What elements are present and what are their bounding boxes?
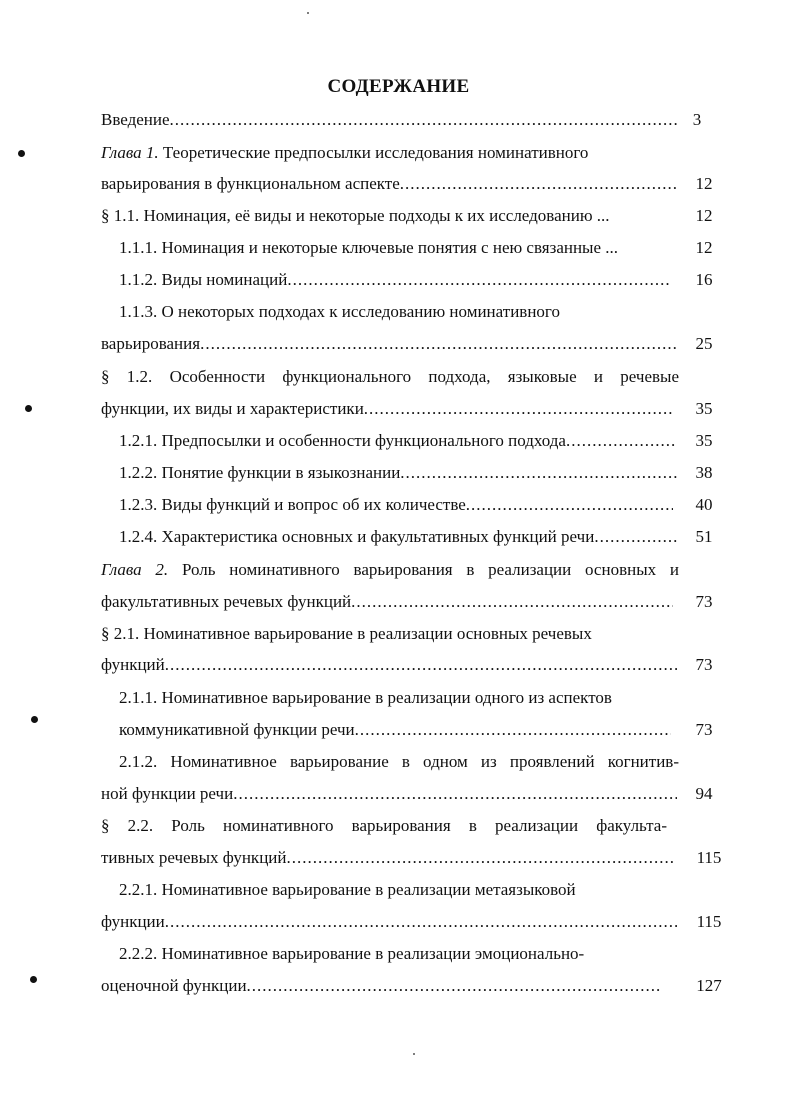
scan-speck	[307, 12, 309, 14]
toc-entry-section-2-2-cont	[101, 846, 673, 870]
dot-leader	[247, 974, 661, 998]
toc-entry-1-2-4	[119, 525, 679, 549]
dot-leader	[400, 172, 679, 196]
toc-entry-label: варьирования в функциональном аспекте	[101, 174, 400, 193]
punch-hole-mark	[31, 716, 38, 723]
toc-entry-chapter-2-cont	[101, 590, 673, 614]
toc-page-number: 51	[695, 527, 713, 546]
toc-entry-2-1-2: 2.1.2. Номинативное варьирование в одном из проявлений когнитив-	[119, 752, 679, 771]
toc-page-number: 12	[695, 238, 713, 257]
toc-entry-section-1-1: § 1.1. Номинация, её виды и некоторые подходы к их исследованию ...	[101, 206, 610, 225]
dot-leader	[287, 268, 671, 292]
scan-speck	[413, 1053, 415, 1055]
dot-leader	[400, 461, 677, 485]
toc-page-number: 94	[695, 784, 713, 803]
page-title: СОДЕРЖАНИЕ	[327, 76, 470, 97]
toc-page-number: 115	[696, 848, 722, 867]
toc-entry-1-1-1: 1.1.1. Номинация и некоторые ключевые понятия с нею связанные ...	[119, 238, 619, 257]
punch-hole-mark	[18, 150, 25, 157]
toc-entry-1-1-2	[119, 268, 671, 292]
dot-leader	[351, 590, 673, 614]
toc-entry-label: 1.2.3. Виды функций и вопрос об их количестве	[119, 495, 466, 514]
toc-page-number: 127	[696, 976, 722, 995]
chapter-prefix: Глава 1.	[101, 143, 159, 162]
toc-entry-2-2-1-cont	[101, 910, 677, 934]
toc-entry-label: 1.2.4. Характеристика основных и факультативных функций речи	[119, 527, 595, 546]
toc-page-number: 115	[696, 912, 722, 931]
toc-entry-section-1-2: § 1.2. Особенности функционального подхода, языковые и речевые	[101, 367, 679, 386]
toc-entry-label: функции	[101, 912, 165, 931]
toc-entry-1-2-1	[119, 429, 677, 453]
toc-page-number: 25	[695, 334, 713, 353]
punch-hole-mark	[30, 976, 37, 983]
toc-entry-1-2-3	[119, 493, 673, 517]
toc-page-number: 16	[695, 270, 713, 289]
toc-entry-label: оценочной функции	[101, 976, 247, 995]
toc-page-number: 38	[695, 463, 713, 482]
toc-page-number: 12	[695, 174, 713, 193]
toc-entry-1-1-3-cont	[101, 332, 679, 356]
dot-leader	[200, 332, 679, 356]
toc-entry-label: варьирования	[101, 334, 201, 353]
toc-entry-label: 1.2.1. Предпосылки и особенности функционального подхода	[119, 431, 566, 450]
toc-entry-2-1-1: 2.1.1. Номинативное варьирование в реализации одного из аспектов	[119, 688, 612, 707]
dot-leader	[364, 397, 673, 421]
toc-entry-introduction	[101, 108, 679, 132]
toc-entry-chapter-1	[101, 141, 588, 165]
toc-entry-label: факультативных речевых функций	[101, 592, 352, 611]
toc-entry-label: Введение	[101, 110, 170, 129]
toc-entry-2-1-2-cont	[101, 782, 677, 806]
toc-entry-section-2-2: § 2.2. Роль номинативного варьирования в реализации факульта-	[101, 816, 667, 835]
dot-leader	[594, 525, 679, 549]
toc-entry-section-1-2-cont	[101, 397, 673, 421]
chapter-prefix: Глава 2.	[101, 560, 169, 579]
dot-leader	[466, 493, 673, 517]
toc-entry-label: ной функции речи	[101, 784, 234, 803]
toc-entry-section-2-1-cont	[101, 653, 677, 677]
toc-page-number: 12	[695, 206, 713, 225]
toc-page-number: 35	[695, 431, 713, 450]
toc-entry-label: 1.2.2. Понятие функции в языкознании	[119, 463, 401, 482]
dot-leader	[170, 108, 679, 132]
dot-leader	[566, 429, 677, 453]
toc-page-number: 73	[695, 720, 713, 739]
toc-entry-section-2-1: § 2.1. Номинативное варьирование в реализации основных речевых	[101, 624, 592, 643]
toc-page-number: 73	[695, 655, 713, 674]
toc-page-number: 73	[695, 592, 713, 611]
dot-leader	[355, 718, 671, 742]
toc-entry-label: функции, их виды и характеристики	[101, 399, 364, 418]
toc-entry-label: Роль номинативного варьирования в реализации основных и	[168, 560, 679, 579]
dot-leader	[165, 653, 677, 677]
toc-entry-label: 1.1.2. Виды номинаций	[119, 270, 288, 289]
toc-entry-label: коммуникативной функции речи	[119, 720, 355, 739]
toc-entry-chapter-2	[101, 558, 679, 582]
toc-entry-2-2-1: 2.2.1. Номинативное варьирование в реализации метаязыковой	[119, 880, 576, 899]
dot-leader	[286, 846, 673, 870]
toc-entry-1-1-3: 1.1.3. О некоторых подходах к исследованию номинативного	[119, 302, 560, 321]
toc-entry-label: тивных речевых функций	[101, 848, 287, 867]
toc-page-number: 40	[695, 495, 713, 514]
toc-entry-label: функций	[101, 655, 165, 674]
toc-page-number: 3	[692, 110, 702, 129]
toc-entry-2-2-2-cont	[101, 974, 661, 998]
dot-leader	[165, 910, 677, 934]
toc-entry-label: Теоретические предпосылки исследования номинативного	[158, 143, 589, 162]
toc-entry-chapter-1-cont	[101, 172, 679, 196]
punch-hole-mark	[25, 405, 32, 412]
toc-entry-2-1-1-cont	[119, 718, 671, 742]
toc-page-number: 35	[695, 399, 713, 418]
toc-entry-2-2-2: 2.2.2. Номинативное варьирование в реализации эмоционально-	[119, 944, 585, 963]
toc-entry-1-2-2	[119, 461, 677, 485]
dot-leader	[233, 782, 677, 806]
